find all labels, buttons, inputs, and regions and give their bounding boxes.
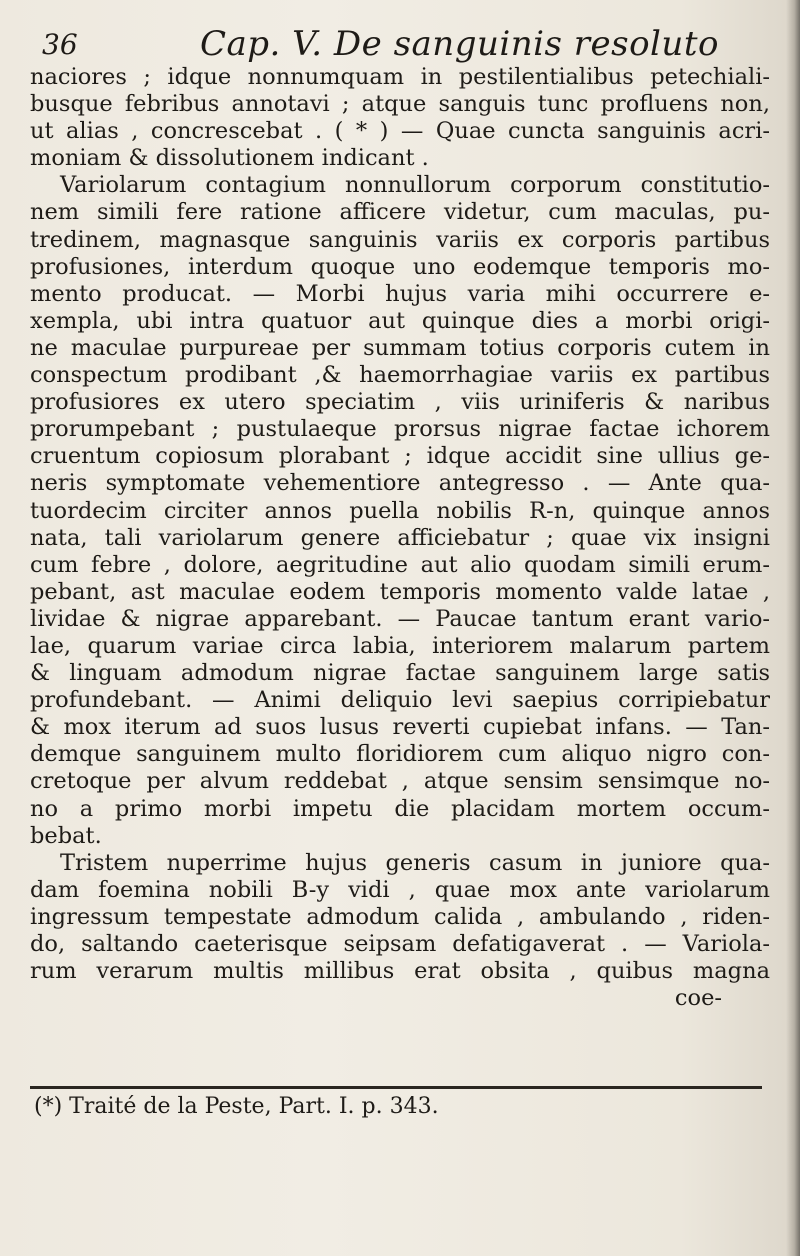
text-line: Tristem nuperrime hujus generis casum in juniore qua- bbox=[60, 849, 770, 876]
text-line: naciores ; idque nonnumquam in pestilentialibus petechiali- bbox=[30, 64, 770, 90]
text-line: demque sanguinem multo floridiorem cum aliquo nigro con- bbox=[30, 741, 770, 768]
text-line: lividae & nigrae apparebant. — Paucae tantum erant vario- bbox=[30, 605, 770, 632]
text-line: neris symptomate vehementiore antegresso . — Ante qua- bbox=[30, 470, 770, 497]
text-line: xempla, ubi intra quatuor aut quinque dies a morbi origi- bbox=[30, 307, 770, 334]
text-line: cretoque per alvum reddebat , atque sensim sensimque no- bbox=[30, 768, 770, 795]
text-line: rum verarum multis millibus erat obsita , quibus magna bbox=[30, 958, 770, 985]
text-line: no a primo morbi impetu die placidam mortem occum- bbox=[30, 795, 770, 822]
text-line: profundebant. — Animi deliquio levi saepius corripiebatur bbox=[30, 687, 770, 714]
catchword: coe- bbox=[674, 985, 722, 1012]
body-text bbox=[30, 64, 770, 1012]
text-line: profusiones, interdum quoque uno eodemque temporis mo- bbox=[30, 253, 770, 280]
text-line: busque febribus annotavi ; atque sanguis tunc profluens non, bbox=[30, 91, 770, 118]
text-line: prorumpebant ; pustulaeque prorsus nigrae factae ichorem bbox=[30, 416, 770, 443]
footnote-divider bbox=[30, 1086, 762, 1089]
text-line: pebant, ast maculae eodem temporis momento valde latae , bbox=[30, 578, 770, 605]
page-header bbox=[0, 22, 800, 62]
text-line: nata, tali variolarum genere afficiebatur ; quae vix insigni bbox=[30, 524, 770, 551]
text-line: cum febre , dolore, aegritudine aut alio quodam simili erum- bbox=[30, 551, 770, 578]
text-line: lae, quarum variae circa labia, interiorem malarum partem bbox=[30, 632, 770, 659]
text-line: moniam & dissolutionem indicant . bbox=[30, 145, 429, 172]
text-line: profusiores ex utero speciatim , viis uriniferis & naribus bbox=[30, 389, 770, 416]
text-line: tuordecim circiter annos puella nobilis R-n, quinque annos bbox=[30, 497, 770, 524]
text-line: conspectum prodibant ,& haemorrhagiae variis ex partibus bbox=[30, 362, 770, 389]
text-line: & mox iterum ad suos lusus reverti cupiebat infans. — Tan- bbox=[30, 714, 770, 741]
footnote: (*) Traité de la Peste, Part. I. p. 343. bbox=[34, 1094, 439, 1119]
running-head: Cap. V. De sanguinis resoluto bbox=[200, 24, 719, 64]
page-number: 36 bbox=[42, 28, 78, 61]
text-line: ut alias , concrescebat . ( * ) — Quae cuncta sanguinis acri- bbox=[30, 118, 770, 145]
text-line: ingressum tempestate admodum calida , ambulando , riden- bbox=[30, 903, 770, 930]
text-line: dam foemina nobili B-y vidi , quae mox ante variolarum bbox=[30, 876, 770, 903]
text-line: mento producat. — Morbi hujus varia mihi occurrere e- bbox=[30, 280, 770, 307]
text-line: Variolarum contagium nonnullorum corporum constitutio- bbox=[60, 172, 770, 199]
text-line: cruentum copiosum plorabant ; idque accidit sine ullius ge- bbox=[30, 443, 770, 470]
text-line: do, saltando caeterisque seipsam defatigaverat . — Variola- bbox=[30, 931, 770, 957]
text-line: & linguam admodum nigrae factae sanguinem large satis bbox=[30, 660, 770, 687]
text-line: ne maculae purpureae per summam totius corporis cutem in bbox=[30, 334, 770, 361]
text-line: tredinem, magnasque sanguinis variis ex corporis partibus bbox=[30, 226, 770, 253]
text-line: bebat. bbox=[30, 822, 102, 849]
text-line: nem simili fere ratione afficere videtur, cum maculas, pu- bbox=[30, 199, 770, 226]
page-edge-shadow bbox=[786, 0, 800, 1256]
